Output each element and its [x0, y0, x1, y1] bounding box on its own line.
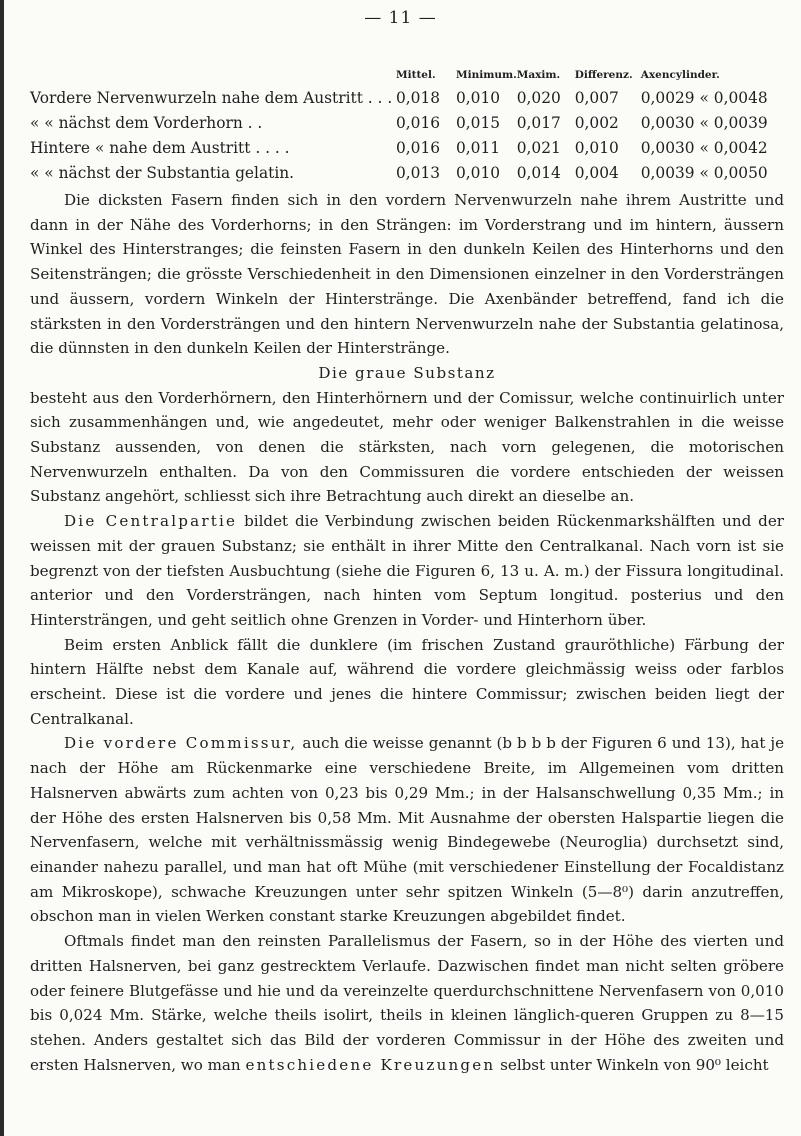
cell-min: 0,011 [456, 139, 501, 157]
measurement-table [30, 66, 768, 186]
spaced-term: entschiedene Kreuzungen [245, 1055, 496, 1074]
cell-max: 0,021 [516, 139, 561, 157]
cell-min: 0,015 [456, 114, 501, 132]
table-header-row [30, 66, 768, 86]
paragraph-text: Oftmals findet man den reinsten Parallelismus der Fasern, so in der Höhe des vierten und dritten Halsnerven, bei ganz gestrecktem Verlaufe. Dazwischen findet man nicht selten gröbere oder feinere Blutgefässe und hie und da vereinzelte querdurchschnittene Nervenfasern von 0,010 bis 0,024 Mm. Stärke, welche theils isolirt, theils in kleinen länglich-queren Gruppen zu 8—15 stehen. Anders gestaltet sich das Bild der vorderen Commissur in der Höhe des zweiten und ersten Halsnerven, wo man [30, 932, 784, 1074]
cell-mittel: 0,018 [396, 89, 441, 107]
cell-min: 0,010 [456, 164, 501, 182]
table-header: Differenz. [574, 69, 633, 81]
table-header: Maxim. [516, 69, 561, 81]
row-label: Hintere « nahe dem Austritt . . . . [30, 139, 290, 157]
spaced-term: Die Centralpartie [64, 512, 238, 531]
cell-axen: 0,0029 « 0,0048 [640, 89, 768, 107]
paragraph [30, 929, 784, 1077]
paragraph: besteht aus den Vorderhörnern, den Hinterhörnern und der Comissur, welche continuirlich unter sich zusammenhängen und, wie angedeutet, mehr oder weniger Balkenstrahlen in die weisse Substanz aussenden, von denen die stärksten, nach vorn gelegenen, die motorischen Nervenwurzeln enthalten. Da von den Commissuren die vordere entschieden der weissen Substanz angehört, schliesst sich ihre Betrachtung auch direkt an dieselbe an. [30, 388, 784, 506]
row-label: « « nächst der Substantia gelatin. [30, 164, 295, 182]
page-number: — 11 — [364, 8, 437, 28]
paragraph [30, 509, 784, 633]
cell-max: 0,017 [516, 114, 561, 132]
cell-max: 0,014 [516, 164, 561, 182]
table-row [30, 111, 768, 136]
table-header: Mittel. [396, 69, 436, 81]
table-header: Axencylinder. [640, 69, 720, 81]
page-edge [0, 0, 4, 1136]
body-text [30, 188, 784, 1077]
cell-mittel: 0,013 [396, 164, 441, 182]
paragraph: Beim ersten Anblick fällt die dunklere (im frischen Zustand grauröthliche) Färbung der hintern Hälfte nebst dem Kanale auf, während die vordere gleichmässig weiss oder farblos erscheint. Diese ist die vordere und jenes die hintere Commissur; zwischen beiden liegt der Centralkanal. [30, 635, 784, 728]
cell-diff: 0,010 [574, 139, 619, 157]
paragraph-text: auch die weisse genannt (b b b b der Figuren 6 und 13), hat je nach der Höhe am Rückenmarke eine verschiedene Breite, im Allgemeinen vom dritten Halsnerven abwärts zum achten von 0,23 bis 0,29 Mm.; in der Halsanschwellung 0,35 Mm.; in der Höhe des ersten Halsnerven bis 0,58 Mm. Mit Ausnahme der obersten Halspartie liegen die Nervenfasern, welche mit verhältnissmässig wenig Bindegewebe (Neuroglia) durchsetzt sind, einander nahezu parallel, und man hat oft Mühe (mit verschiedener Einstellung der Focaldistanz am Mikroskope), schwache Kreuzungen unter sehr spitzen Winkeln (5—8⁰) darin anzutreffen, obschon man in vielen Werken constant starke Kreuzungen abgebildet findet. [30, 734, 784, 926]
cell-max: 0,020 [516, 89, 561, 107]
paragraph-text: bildet die Verbindung zwischen beiden Rückenmarkshälften und der weissen mit der grauen Substanz; sie enthält in ihrer Mitte den Centralkanal. Nach vorn ist sie begrenzt von der tiefsten Ausbuchtung (siehe die Figuren 6, 13 u. A. m.) der Fissura longitudinal. anterior und den Vordersträngen, nach hinten vom Septum longitud. posterius und den Hintersträngen, und geht seitlich ohne Grenzen in Vorder- und Hinterhorn über. [30, 512, 784, 629]
paragraph [30, 731, 784, 929]
cell-mittel: 0,016 [396, 114, 441, 132]
cell-diff: 0,004 [574, 164, 619, 182]
section-heading: Die graue Substanz [318, 363, 496, 382]
cell-diff: 0,007 [574, 89, 619, 107]
row-label: « « nächst dem Vorderhorn . . [30, 114, 263, 132]
cell-mittel: 0,016 [396, 139, 441, 157]
table-header-blank [30, 66, 396, 86]
cell-diff: 0,002 [574, 114, 619, 132]
paragraph: Die dicksten Fasern finden sich in den vordern Nervenwurzeln nahe ihrem Austritte und dann in der Nähe des Vorderhorns; in den Strängen: im Vorderstrang und im hintern, äussern Winkel des Hinterstranges; die feinsten Fasern in den dunkeln Keilen des Hinterhorns und den Seitensträngen; die grösste Verschiedenheit in den Dimensionen einzelner in den Vordersträngen und äussern, vordern Winkeln der Hinterstränge. Die Axenbänder betreffend, fand ich die stärksten in den Vordersträngen und den hintern Nervenwurzeln nahe der Substantia gelatinosa, die dünnsten in den dunkeln Keilen der Hinterstränge. [30, 191, 784, 358]
row-label: Vordere Nervenwurzeln nahe dem Austritt . . . [30, 89, 393, 107]
table-row [30, 136, 768, 161]
paragraph-text: selbst unter Winkeln von 90⁰ leicht [495, 1055, 769, 1074]
cell-axen: 0,0030 « 0,0039 [640, 114, 768, 132]
cell-axen: 0,0039 « 0,0050 [640, 164, 768, 182]
table-header: Minimum. [456, 69, 517, 81]
cell-axen: 0,0030 « 0,0042 [640, 139, 768, 157]
table-row [30, 86, 768, 111]
cell-min: 0,010 [456, 89, 501, 107]
spaced-term: Die vordere Commissur, [64, 734, 298, 753]
table-row [30, 161, 768, 186]
